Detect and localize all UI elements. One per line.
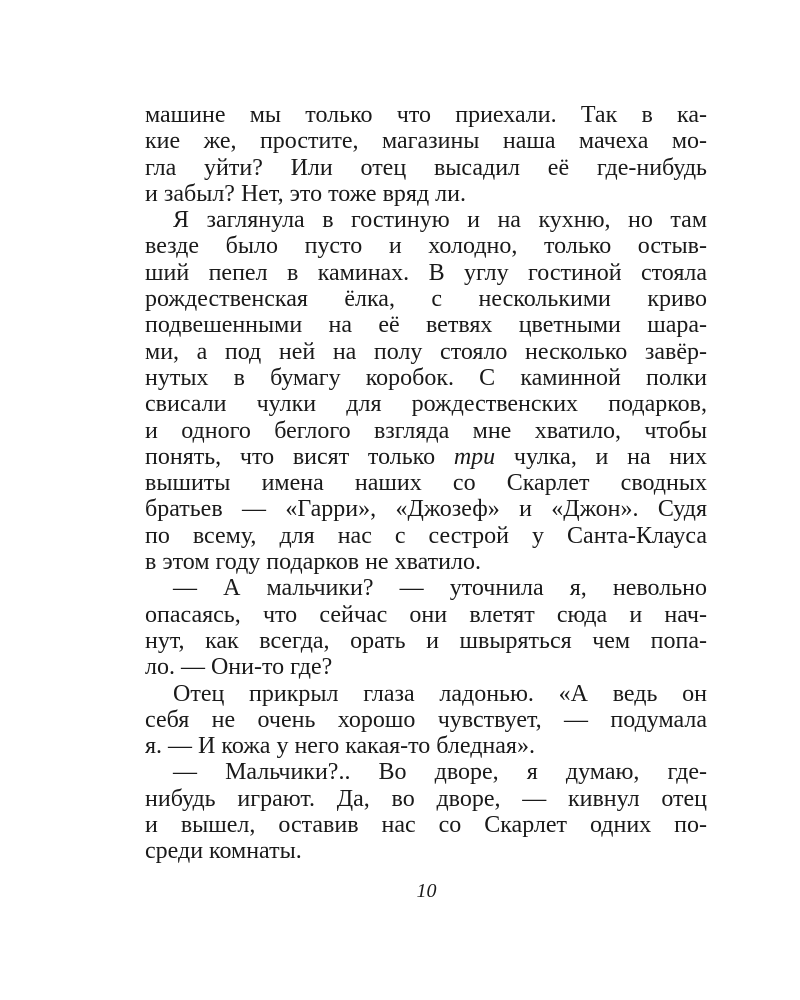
text-segment: нибудь играют. Да, во дворе, — кивнул отец <box>145 785 707 812</box>
text-line <box>145 181 707 207</box>
text-line <box>145 786 707 812</box>
paragraph <box>145 207 707 575</box>
text-line <box>145 207 707 233</box>
text-segment: я. — И кожа у него какая-то бледная». <box>145 733 535 760</box>
text-segment: среди комнаты. <box>145 838 302 865</box>
text-segment: кие же, простите, магазины наша мачеха мо- <box>145 128 707 155</box>
text-segment: понять, что висят только <box>145 443 454 470</box>
text-line <box>145 286 707 312</box>
page-number: 10 <box>416 880 437 902</box>
text-line <box>145 523 707 549</box>
text-line <box>145 628 707 654</box>
text-line <box>145 759 707 785</box>
text-segment: себя не очень хорошо чувствует, — подумала <box>145 706 707 733</box>
text-line <box>145 155 707 181</box>
text-line <box>145 260 707 286</box>
text-segment: и одного беглого взгляда мне хватило, чтобы <box>145 417 707 444</box>
text-line <box>145 128 707 154</box>
text-segment: подвешенными на её ветвях цветными шара- <box>145 312 707 339</box>
text-segment: вышиты имена наших со Скарлет сводных <box>145 470 707 497</box>
text-segment: ло. — Они-то где? <box>145 654 333 681</box>
text-segment: нутых в бумагу коробок. С каминной полки <box>145 364 707 391</box>
text-line <box>145 312 707 338</box>
text-segment: опасаясь, что сейчас они влетят сюда и нач- <box>145 601 707 628</box>
text-line <box>145 391 707 417</box>
text-segment: братьев — «Гарри», «Джозеф» и «Джон». Судя <box>145 496 707 523</box>
text-segment: Я заглянула в гостиную и на кухню, но там <box>173 207 707 234</box>
text-line <box>145 365 707 391</box>
text-line <box>145 838 707 864</box>
paragraph <box>145 681 707 760</box>
text-segment: чулка, и на них <box>495 443 707 470</box>
text-line <box>145 654 707 680</box>
body-text <box>145 102 707 865</box>
text-segment: ший пепел в каминах. В углу гостиной стояла <box>145 259 707 286</box>
text-line <box>145 102 707 128</box>
text-line <box>145 233 707 259</box>
text-line <box>145 602 707 628</box>
text-line <box>145 549 707 575</box>
text-line <box>145 470 707 496</box>
text-line <box>145 444 707 470</box>
text-segment: свисали чулки для рождественских подарков, <box>145 391 707 418</box>
text-segment: и вышел, оставив нас со Скарлет одних по- <box>145 812 707 839</box>
text-line <box>145 707 707 733</box>
text-line <box>145 575 707 601</box>
text-segment: Отец прикрыл глаза ладонью. «А ведь он <box>173 680 707 707</box>
text-segment: гла уйти? Или отец высадил её где-нибудь <box>145 154 707 181</box>
text-line <box>145 496 707 522</box>
paragraph <box>145 102 707 207</box>
emphasized-word: три <box>453 443 496 470</box>
text-line <box>145 681 707 707</box>
text-line <box>145 733 707 759</box>
text-segment: рождественская ёлка, с несколькими криво <box>145 286 707 313</box>
text-segment: по всему, для нас с сестрой у Санта-Клауса <box>145 522 707 549</box>
text-segment: и забыл? Нет, это тоже вряд ли. <box>145 180 466 207</box>
text-segment: — Мальчики?.. Во дворе, я думаю, где- <box>173 759 707 786</box>
paragraph <box>145 575 707 680</box>
text-line <box>145 812 707 838</box>
text-line <box>145 418 707 444</box>
text-segment: нут, как всегда, орать и швыряться чем попа- <box>145 627 707 654</box>
text-segment: везде было пусто и холодно, только остыв- <box>145 233 707 260</box>
text-segment: — А мальчики? — уточнила я, невольно <box>173 575 707 602</box>
text-segment: в этом году подарков не хватило. <box>145 549 481 576</box>
text-segment: машине мы только что приехали. Так в ка- <box>145 102 707 128</box>
text-segment: ми, а под ней на полу стояло несколько завёр- <box>145 338 707 365</box>
paragraph <box>145 759 707 864</box>
text-line <box>145 339 707 365</box>
